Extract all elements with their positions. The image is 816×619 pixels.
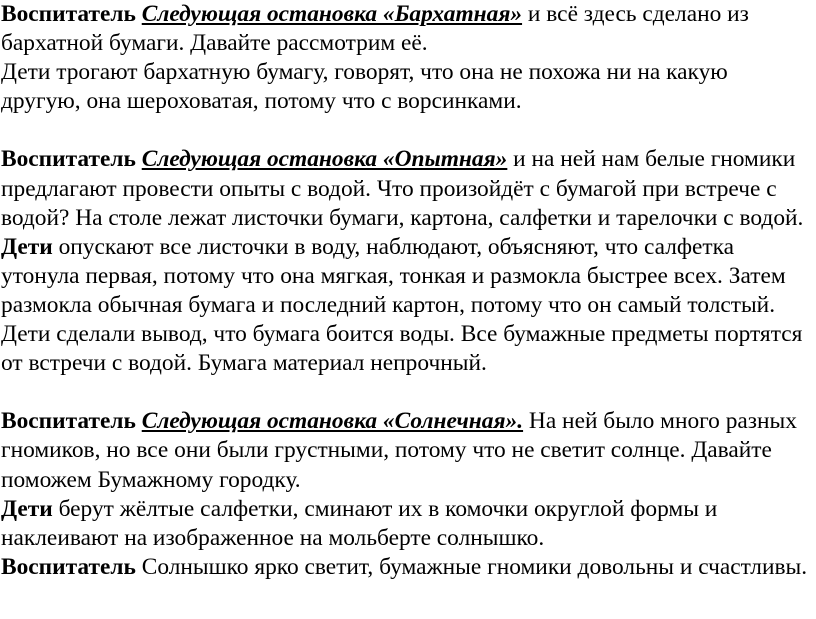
paragraph-text: Солнышко ярко светит, бумажные гномики довольны и счастливы. bbox=[135, 553, 808, 580]
paragraph-solnechnaya bbox=[1, 407, 813, 494]
children-speaker-label: Дети bbox=[1, 233, 53, 260]
paragraph-children-velvet bbox=[1, 58, 813, 116]
paragraph-text: Дети трогают бархатную бумагу, говорят, что она не похожа ни на какую другую, она шероховатая, потому что с ворсинками. bbox=[1, 59, 728, 115]
speaker-label: Воспитатель bbox=[1, 408, 136, 435]
speaker-label: Воспитатель bbox=[1, 1, 136, 27]
paragraph-opytnaya bbox=[1, 145, 813, 232]
speaker-label: Воспитатель bbox=[1, 553, 136, 580]
document-page bbox=[1, 0, 813, 582]
stop-title-barkhatnaya: Следующая остановка «Бархатная» bbox=[141, 1, 523, 27]
paragraph-children-sun bbox=[1, 495, 813, 553]
children-speaker-label: Дети bbox=[1, 495, 53, 522]
paragraph-text: и всё здесь сделано из бархатной бумаги. Давайте рассмотрим её. bbox=[1, 1, 749, 57]
paragraph-gap bbox=[1, 378, 813, 407]
paragraph-text: и на ней нам белые гномики предлагают провести опыты с водой. Что произойдёт с бумагой при встрече с водой? На столе лежат листочки бумаги, картона, салфетки и тарелочки с водой. bbox=[1, 146, 804, 231]
paragraph-barkhatnaya bbox=[1, 0, 813, 58]
stop-title-opytnaya: Следующая остановка «Опытная» bbox=[141, 146, 508, 173]
paragraph-text: берут жёлтые салфетки, сминают их в комочки округлой формы и наклеивают на изображенное на мольберте солнышко. bbox=[1, 495, 718, 551]
paragraph-gap bbox=[1, 116, 813, 145]
speaker-label: Воспитатель bbox=[1, 146, 136, 173]
paragraph-text: опускают все листочки в воду, наблюдают, объясняют, что салфетка утонула первая, потому что она мягкая, тонкая и размокла быстрее всех. Затем размокла обычная бумага и последний картон, потому что он самый толстый. Дети сделали вывод, что бумага боится воды. Все бумажные предметы портятся от встречи с водой. Бумага материал непрочный. bbox=[1, 233, 803, 377]
paragraph-children-experiment bbox=[1, 233, 813, 378]
paragraph-final bbox=[1, 553, 813, 582]
paragraph-text: На ней было много разных гномиков, но все они были грустными, потому что не светит солнце. Давайте поможем Бумажному городку. bbox=[1, 408, 797, 493]
stop-title-solnechnaya: Следующая остановка «Солнечная». bbox=[141, 408, 524, 435]
